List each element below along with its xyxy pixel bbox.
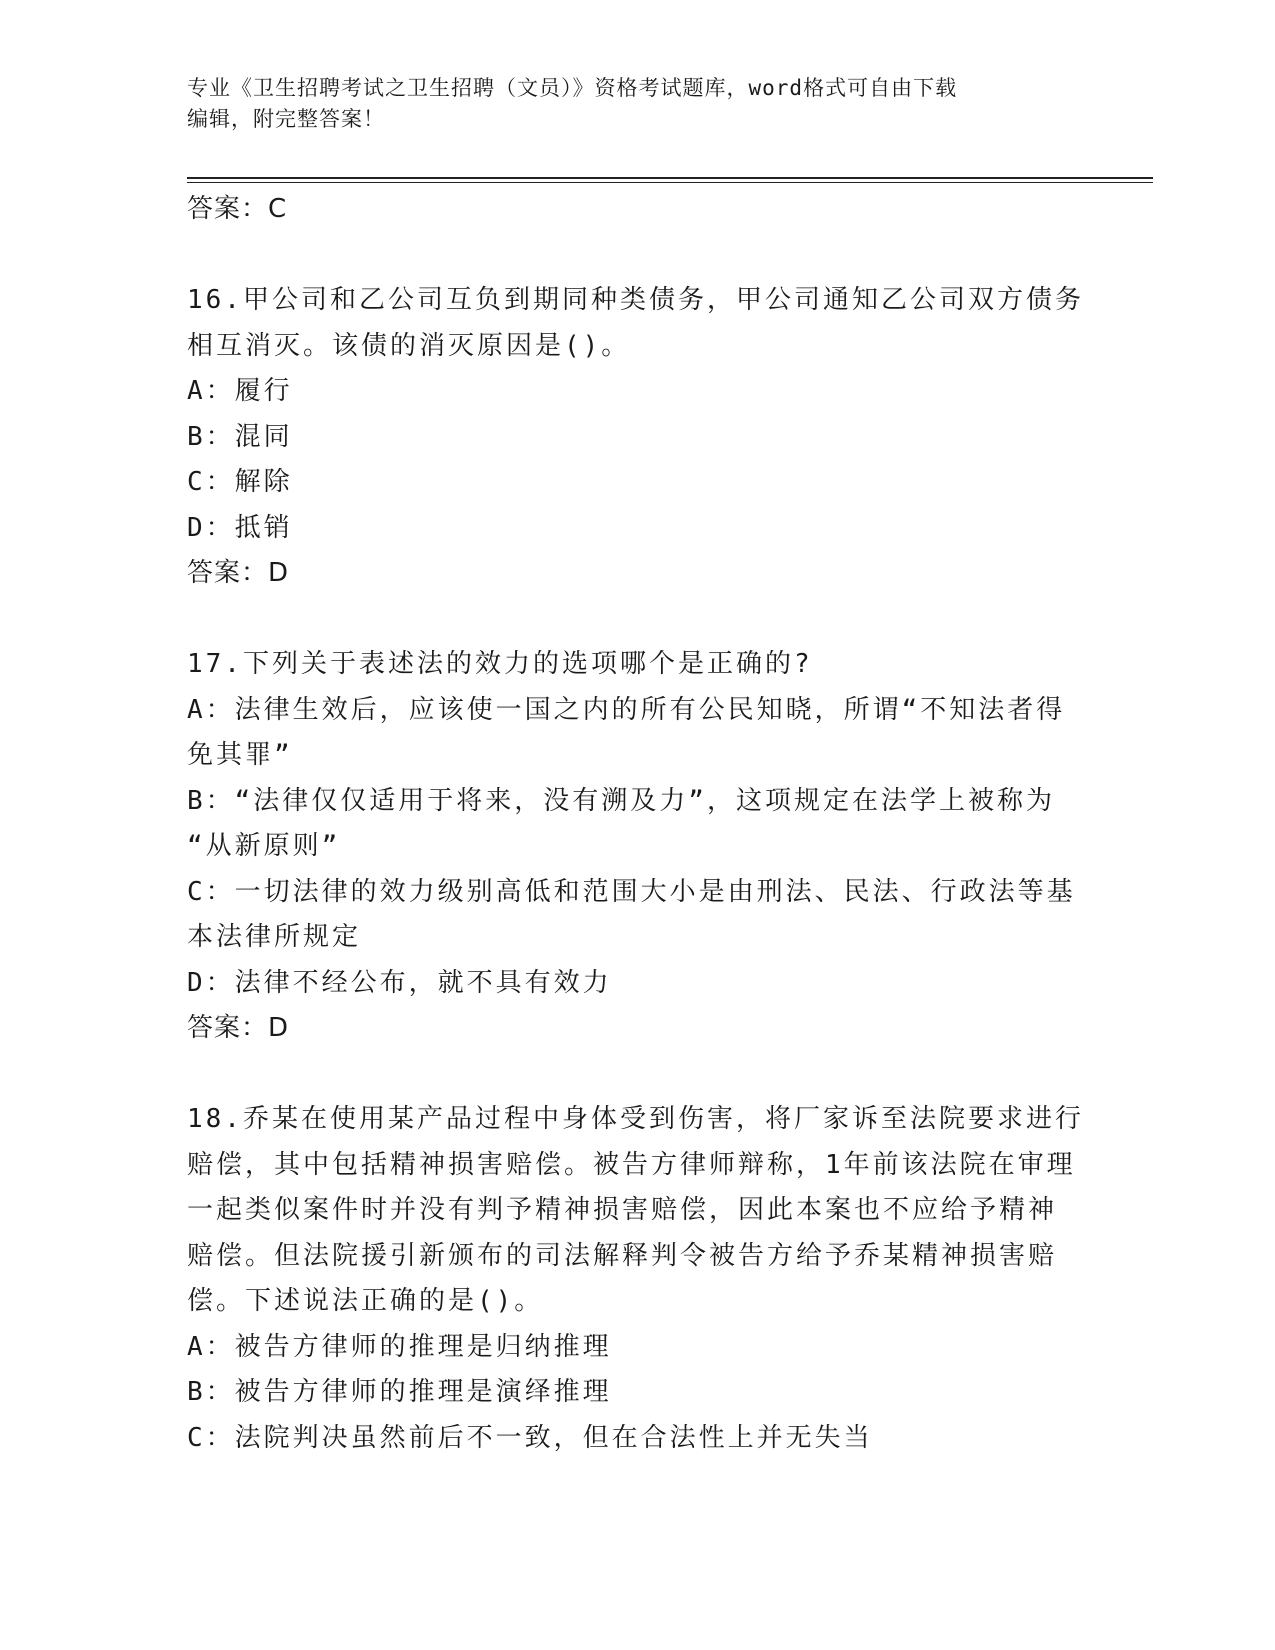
- header-rule-thin: [187, 182, 1153, 183]
- option-a: A：法律生效后，应该使一国之内的所有公民知晓，所谓“不知法者得: [187, 694, 1066, 725]
- option-d: D：法律不经公布，就不具有效力: [187, 967, 612, 998]
- option-c: C：一切法律的效力级别高低和范围大小是由刑法、民法、行政法等基: [187, 876, 1076, 907]
- question-stem-line: 17.下列关于表述法的效力的选项哪个是正确的?: [187, 649, 813, 679]
- option-c: C：解除: [187, 467, 293, 497]
- option-a: A：被告方律师的推理是归纳推理: [187, 1331, 612, 1362]
- option-a-cont: 免其罪”: [187, 740, 293, 770]
- question-17: [187, 642, 1087, 1052]
- option-b-cont: “从新原则”: [187, 831, 341, 861]
- answer-17: 答案：D: [187, 1013, 290, 1043]
- answer-15: 答案：C: [187, 194, 288, 224]
- header-line-2: 编辑，附完整答案！: [187, 107, 385, 131]
- option-c: C：法院判决虽然前后不一致，但在合法性上并无失当: [187, 1422, 873, 1453]
- header-line-1: 专业《卫生招聘考试之卫生招聘（文员）》资格考试题库，word格式可自由下载: [187, 76, 958, 100]
- question-stem-line: 相互消灭。该债的消灭原因是()。: [187, 330, 631, 361]
- option-c-cont: 本法律所规定: [187, 922, 362, 952]
- question-stem-line: 18.乔某在使用某产品过程中身体受到伤害，将厂家诉至法院要求进行: [187, 1104, 1084, 1134]
- answer-16: 答案：D: [187, 558, 290, 588]
- question-content: [187, 187, 1087, 1461]
- page-header: [187, 73, 1087, 135]
- question-16: [187, 278, 1087, 597]
- option-b: B：“法律仅仅适用于将来，没有溯及力”，这项规定在法学上被称为: [187, 785, 1055, 816]
- question-18: [187, 1097, 1087, 1461]
- option-a: A：履行: [187, 376, 293, 406]
- option-b: B：混同: [187, 421, 293, 452]
- option-b: B：被告方律师的推理是演绎推理: [187, 1377, 612, 1407]
- question-stem-line: 一起类似案件时并没有判予精神损害赔偿，因此本案也不应给予精神: [187, 1195, 1058, 1225]
- question-stem-line: 赔偿。但法院援引新颁布的司法解释判令被告方给予乔某精神损害赔: [187, 1240, 1058, 1271]
- header-rule-thick: [187, 177, 1153, 179]
- question-stem-line: 16.甲公司和乙公司互负到期同种类债务，甲公司通知乙公司双方债务: [187, 285, 1084, 315]
- question-stem-line: 偿。下述说法正确的是()。: [187, 1286, 544, 1316]
- question-stem-line: 赔偿，其中包括精神损害赔偿。被告方律师辩称，1年前该法院在审理: [187, 1149, 1076, 1180]
- option-d: D：抵销: [187, 512, 293, 543]
